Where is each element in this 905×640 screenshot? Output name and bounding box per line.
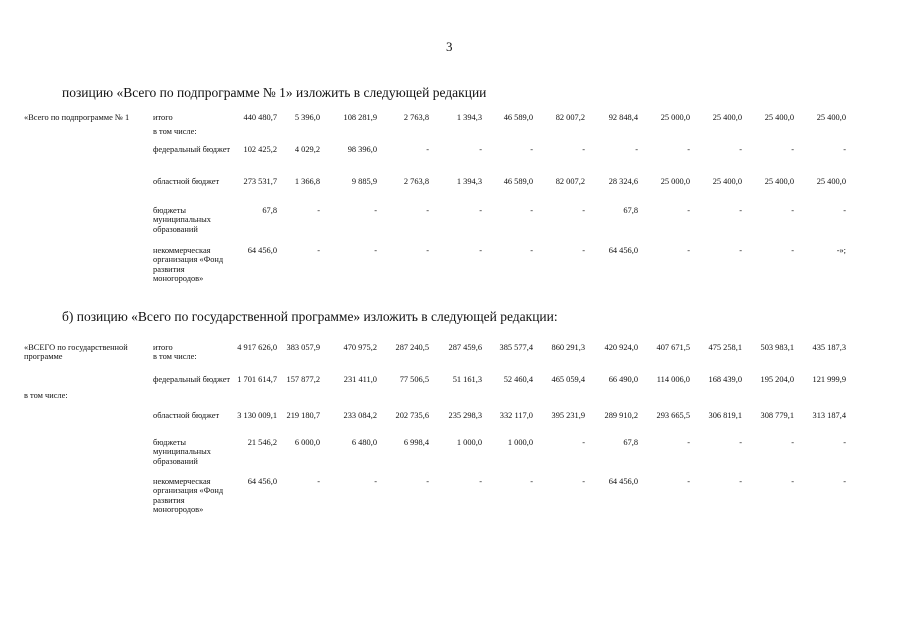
table-row xyxy=(24,375,884,411)
value-cell: 25 400,0 xyxy=(816,177,846,186)
value-cell: 2 763,8 xyxy=(403,177,429,186)
value-cell: 202 735,6 xyxy=(395,411,429,420)
value-cell: 77 506,5 xyxy=(399,375,429,384)
value-cell: - xyxy=(582,145,585,154)
row-label: федеральный бюджет xyxy=(153,145,231,154)
value-cell: 503 983,1 xyxy=(760,343,794,352)
value-cell: - xyxy=(687,477,690,486)
value-cell: - xyxy=(843,438,846,447)
value-cell: - xyxy=(791,477,794,486)
value-cell: 25 400,0 xyxy=(764,177,794,186)
value-cell: - xyxy=(687,438,690,447)
value-cell: - xyxy=(530,206,533,215)
value-cell: 383 057,9 xyxy=(286,343,320,352)
value-cell: 3 130 009,1 xyxy=(237,411,277,420)
value-cell: - xyxy=(582,438,585,447)
value-cell: 420 924,0 xyxy=(604,343,638,352)
table-row xyxy=(24,411,884,438)
value-cell: 465 059,4 xyxy=(551,375,585,384)
value-cell: - xyxy=(739,477,742,486)
value-cell: - xyxy=(530,246,533,255)
value-cell: 28 324,6 xyxy=(608,177,638,186)
value-cell: 287 240,5 xyxy=(395,343,429,352)
value-cell: 6 998,4 xyxy=(403,438,429,447)
value-cell: 64 456,0 xyxy=(247,477,277,486)
value-cell: 98 396,0 xyxy=(347,145,377,154)
value-cell: 67,8 xyxy=(623,438,638,447)
value-cell: - xyxy=(739,246,742,255)
value-cell: - xyxy=(426,477,429,486)
value-cell: 82 007,2 xyxy=(555,177,585,186)
value-cell: 306 819,1 xyxy=(708,411,742,420)
value-cell: 4 917 626,0 xyxy=(237,343,277,352)
value-cell: 233 084,2 xyxy=(343,411,377,420)
value-cell: - xyxy=(635,145,638,154)
value-cell: 313 187,4 xyxy=(812,411,846,420)
value-cell: 5 396,0 xyxy=(294,113,320,122)
value-cell: 231 411,0 xyxy=(343,375,377,384)
table-row xyxy=(24,477,884,525)
value-cell: 1 394,3 xyxy=(456,177,482,186)
value-cell: - xyxy=(426,246,429,255)
value-cell: 4 029,2 xyxy=(294,145,320,154)
value-cell: 25 400,0 xyxy=(712,177,742,186)
value-cell: - xyxy=(317,477,320,486)
value-cell: 6 480,0 xyxy=(351,438,377,447)
value-cell: - xyxy=(791,246,794,255)
value-cell: 64 456,0 xyxy=(247,246,277,255)
table-row xyxy=(24,206,884,246)
value-cell: - xyxy=(426,206,429,215)
table-row xyxy=(24,246,884,286)
value-cell: 195 204,0 xyxy=(760,375,794,384)
value-cell: 25 400,0 xyxy=(712,113,742,122)
subprogram-budget-table xyxy=(24,113,884,286)
value-cell: 470 975,2 xyxy=(343,343,377,352)
value-cell: 475 258,1 xyxy=(708,343,742,352)
value-cell: - xyxy=(739,145,742,154)
value-cell: 67,8 xyxy=(262,206,277,215)
value-cell: 435 187,3 xyxy=(812,343,846,352)
value-cell: - xyxy=(479,206,482,215)
value-cell: - xyxy=(843,477,846,486)
value-cell: - xyxy=(374,477,377,486)
value-cell: 25 400,0 xyxy=(816,113,846,122)
value-cell: 67,8 xyxy=(623,206,638,215)
row-label: некоммерческая организация «Фонд развития моногородов» xyxy=(153,246,224,284)
value-cell: 82 007,2 xyxy=(555,113,585,122)
value-cell: - xyxy=(317,246,320,255)
value-cell: 332 117,0 xyxy=(499,411,533,420)
table-row xyxy=(24,438,884,477)
value-cell: 235 298,3 xyxy=(448,411,482,420)
value-cell: - xyxy=(687,246,690,255)
value-cell: - xyxy=(687,206,690,215)
value-cell: - xyxy=(791,438,794,447)
value-cell: - xyxy=(317,206,320,215)
value-cell: 64 456,0 xyxy=(608,246,638,255)
value-cell: 293 665,5 xyxy=(656,411,690,420)
row-label: федеральный бюджет xyxy=(153,375,231,384)
value-cell: 25 400,0 xyxy=(764,113,794,122)
value-cell: - xyxy=(843,206,846,215)
value-cell: 46 589,0 xyxy=(503,113,533,122)
value-cell: 1 701 614,7 xyxy=(237,375,277,384)
value-cell: - xyxy=(687,145,690,154)
state-program-budget-table xyxy=(24,343,884,525)
value-cell: 102 425,2 xyxy=(243,145,277,154)
value-cell: 860 291,3 xyxy=(551,343,585,352)
table-row xyxy=(24,113,884,145)
value-cell: 6 000,0 xyxy=(294,438,320,447)
value-cell: 2 763,8 xyxy=(403,113,429,122)
value-cell: - xyxy=(739,206,742,215)
row-label: некоммерческая организация «Фонд развития моногородов» xyxy=(153,477,224,515)
value-cell: 1 366,8 xyxy=(294,177,320,186)
value-cell: - xyxy=(791,145,794,154)
value-cell: - xyxy=(479,145,482,154)
value-cell: 64 456,0 xyxy=(608,477,638,486)
value-cell: 121 999,9 xyxy=(812,375,846,384)
value-cell: 1 394,3 xyxy=(456,113,482,122)
row-group-label: «ВСЕГО по государственной программе в том числе: xyxy=(24,343,128,400)
value-cell: 66 490,0 xyxy=(608,375,638,384)
value-cell: - xyxy=(582,246,585,255)
value-cell: 1 000,0 xyxy=(456,438,482,447)
section-heading-subprogram: позицию «Всего по подпрограмме № 1» изложить в следующей редакции xyxy=(62,85,487,100)
table-row xyxy=(24,145,884,177)
value-cell: 219 180,7 xyxy=(286,411,320,420)
value-cell: 273 531,7 xyxy=(243,177,277,186)
value-cell: - xyxy=(374,206,377,215)
value-cell: 52 460,4 xyxy=(503,375,533,384)
table-row xyxy=(24,177,884,206)
value-cell: 108 281,9 xyxy=(343,113,377,122)
value-cell: - xyxy=(426,145,429,154)
value-cell: 407 671,5 xyxy=(656,343,690,352)
value-cell: 25 000,0 xyxy=(660,113,690,122)
value-cell: 92 848,4 xyxy=(608,113,638,122)
section-heading-state-program: б) позицию «Всего по государственной программе» изложить в следующей редакции: xyxy=(62,309,558,324)
value-cell: 168 439,0 xyxy=(708,375,742,384)
row-label: областной бюджет xyxy=(153,177,220,186)
value-cell: 157 877,2 xyxy=(286,375,320,384)
value-cell: - xyxy=(582,477,585,486)
value-cell: 395 231,9 xyxy=(551,411,585,420)
value-cell: - xyxy=(582,206,585,215)
row-label: итого в том числе: xyxy=(153,113,197,137)
value-cell: - xyxy=(791,206,794,215)
value-cell: 440 480,7 xyxy=(243,113,277,122)
value-cell: 289 910,2 xyxy=(604,411,638,420)
value-cell: -»; xyxy=(836,246,846,255)
value-cell: 114 006,0 xyxy=(656,375,690,384)
value-cell: - xyxy=(479,477,482,486)
value-cell: - xyxy=(843,145,846,154)
value-cell: - xyxy=(374,246,377,255)
page-number: 3 xyxy=(446,39,453,54)
row-label: итого в том числе: xyxy=(153,343,197,362)
value-cell: 287 459,6 xyxy=(448,343,482,352)
value-cell: 9 885,9 xyxy=(351,177,377,186)
value-cell: - xyxy=(530,477,533,486)
value-cell: 385 577,4 xyxy=(499,343,533,352)
value-cell: - xyxy=(739,438,742,447)
row-group-label: «Всего по подпрограмме № 1 xyxy=(24,113,130,122)
value-cell: - xyxy=(530,145,533,154)
value-cell: - xyxy=(479,246,482,255)
row-label: бюджеты муниципальных образований xyxy=(153,438,211,466)
value-cell: 25 000,0 xyxy=(660,177,690,186)
value-cell: 1 000,0 xyxy=(507,438,533,447)
value-cell: 308 779,1 xyxy=(760,411,794,420)
row-label: бюджеты муниципальных образований xyxy=(153,206,211,234)
value-cell: 46 589,0 xyxy=(503,177,533,186)
value-cell: 21 546,2 xyxy=(247,438,277,447)
row-label: областной бюджет xyxy=(153,411,220,420)
value-cell: 51 161,3 xyxy=(452,375,482,384)
